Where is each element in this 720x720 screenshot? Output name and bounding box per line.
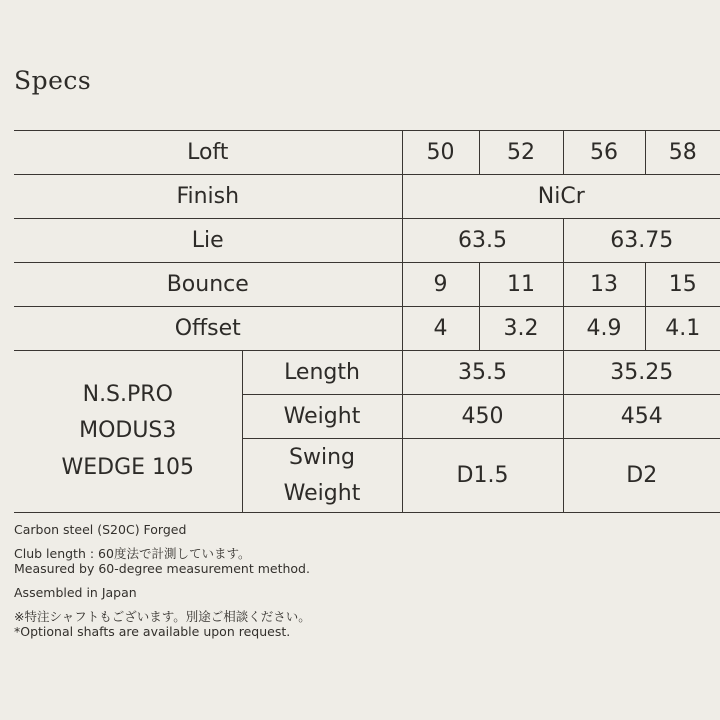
material-note: Carbon steel (S20C) Forged (14, 522, 187, 537)
bounce-value: 11 (479, 263, 563, 307)
length-label: Length (242, 351, 402, 395)
swing-weight-label-line: Swing (289, 445, 355, 471)
loft-value: 56 (563, 131, 645, 175)
bounce-value: 13 (563, 263, 645, 307)
offset-label: Offset (14, 307, 402, 351)
origin-note: Assembled in Japan (14, 585, 137, 600)
bounce-value: 15 (645, 263, 720, 307)
optional-shaft-jp: ※特注シャフトもございます。別途ご相談ください。 (14, 609, 311, 624)
loft-value: 50 (402, 131, 479, 175)
weight-value: 450 (402, 395, 563, 439)
lie-label: Lie (14, 219, 402, 263)
page-title: Specs (14, 66, 92, 95)
offset-value: 3.2 (479, 307, 563, 351)
length-value: 35.25 (563, 351, 720, 395)
club-length-en: Measured by 60-degree measurement method. (14, 561, 310, 576)
specs-table (14, 130, 720, 513)
club-length-jp: Club length : 60度法で計測しています。 (14, 546, 251, 561)
bounce-label: Bounce (14, 263, 402, 307)
club-length-note (14, 546, 311, 576)
swing-weight-value: D1.5 (402, 439, 563, 513)
optional-shaft-note (14, 609, 311, 639)
lie-value: 63.5 (402, 219, 563, 263)
swing-weight-label-line: Weight (283, 480, 361, 506)
shaft-name-line: MODUS3 (79, 418, 177, 444)
length-row (14, 351, 720, 395)
bounce-row (14, 263, 720, 307)
offset-value: 4.9 (563, 307, 645, 351)
finish-value: NiCr (402, 175, 720, 219)
bounce-value: 9 (402, 263, 479, 307)
offset-row (14, 307, 720, 351)
loft-value: 58 (645, 131, 720, 175)
shaft-name-line: N.S.PRO (82, 382, 173, 408)
lie-row (14, 219, 720, 263)
swing-weight-value: D2 (563, 439, 720, 513)
loft-label: Loft (14, 131, 402, 175)
weight-value: 454 (563, 395, 720, 439)
lie-value: 63.75 (563, 219, 720, 263)
weight-label: Weight (242, 395, 402, 439)
shaft-name-line: WEDGE 105 (61, 454, 195, 480)
length-value: 35.5 (402, 351, 563, 395)
loft-row (14, 131, 720, 175)
spec-notes (14, 522, 311, 648)
offset-value: 4.1 (645, 307, 720, 351)
optional-shaft-en: *Optional shafts are available upon request. (14, 624, 291, 639)
finish-label: Finish (14, 175, 402, 219)
swing-weight-label (242, 439, 402, 513)
loft-value: 52 (479, 131, 563, 175)
shaft-name (14, 351, 242, 513)
finish-row (14, 175, 720, 219)
offset-value: 4 (402, 307, 479, 351)
